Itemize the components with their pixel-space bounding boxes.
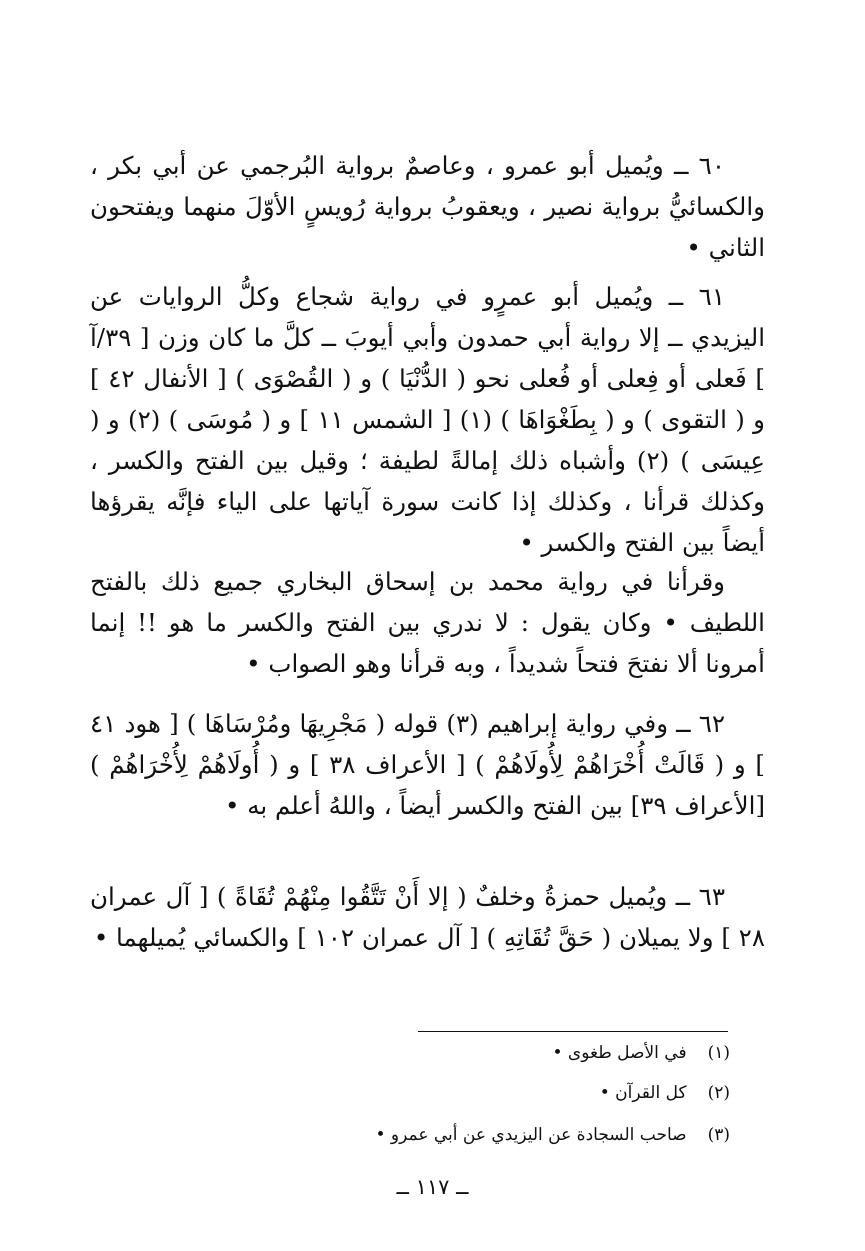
paragraph-text: ٦١ ــ ويُميل أبو عمرٍو في رواية شجاع وكلُّ الروايات عن اليزيدي ــ إلا رواية أبي حمدون وأبي أيوبَ ــ كلَّ ما كان وزن [ ٣٩/آ ] فَعلى أو فِعلى أو فُعلى نحو ( الدُّنْيَا ) و ( القُصْوَى ) [ الأنفال ٤٢ ] و ( التقوى ) و ( بِطَغْوَاهَا ) (١) [ الشمس ١١ ] و ( مُوسَى ) (٢) و ( عِيسَى ) (٢) وأشباه ذلك إمالةً لطيفة ؛ وقيل بين الفتح والكسر ، وكذلك قرأنا ، وكذلك إذا كانت سورة آياتها على الياء فإنَّه يقرؤها أيضاً بين الفتح والكسر • xyxy=(90,282,766,557)
paragraph-bukhari xyxy=(90,561,765,684)
paragraph-text: ٦٠ ــ ويُميل أبو عمرو ، وعاصمٌ برواية البُرجمي عن أبي بكر ، والكسائيُّ برواية نصير ، ويعقوبُ برواية رُويسٍ الأوّلَ منهما ويفتحون الثاني • xyxy=(90,151,765,262)
paragraph-61 xyxy=(90,276,765,563)
footnote-text: صاحب السجادة عن اليزيدي عن أبي عمرو • xyxy=(375,1125,687,1145)
paragraph-60 xyxy=(90,145,765,268)
paragraph-62 xyxy=(90,703,765,826)
paragraph-text: ٦٢ ــ وفي رواية إبراهيم (٣) قوله ( مَجْرِيهَا ومُرْسَاهَا ) [ هود ٤١ ] و ( قَالَتْ أُخْرَاهُمْ لِأُولَاهُمْ ) [ الأعراف ٣٨ ] و ( أُولَاهُمْ لِأُخْرَاهُمْ ) [الأعراف ٣٩] بين الفتح والكسر أيضاً ، واللهُ أعلم به • xyxy=(90,709,765,820)
paragraph-63 xyxy=(90,876,765,958)
paragraph-text: وقرأنا في رواية محمد بن إسحاق البخاري جميع ذلك بالفتح اللطيف • وكان يقول : لا ندري بين الفتح والكسر ما هو !! إنما أمرونا ألا نفتحَ فتحاً شديداً ، وبه قرأنا وهو الصواب • xyxy=(90,567,765,678)
paragraph-text: ٦٣ ــ ويُميل حمزةُ وخلفٌ ( إلا أَنْ تَتَّقُوا مِنْهُمْ تُقَاةً ) [ آل عمران ٢٨ ] ولا يميلان ( حَقَّ تُقَاتِهِ ) [ آل عمران ١٠٢ ] والكسائي يُميلهما • xyxy=(90,882,765,952)
footnotes xyxy=(300,1043,730,1153)
footnote-3 xyxy=(375,1125,730,1145)
page-number: ــ ١١٧ ــ xyxy=(396,1175,469,1199)
footnote-text: في الأصل طغوى • xyxy=(552,1043,687,1063)
footnote-2 xyxy=(600,1083,730,1103)
footnote-divider xyxy=(418,1031,728,1032)
footnote-number: (١) xyxy=(707,1043,730,1063)
footnote-text: كل القرآن • xyxy=(599,1083,687,1103)
footnote-1 xyxy=(553,1043,731,1063)
footnote-number: (٣) xyxy=(707,1125,730,1145)
footnote-number: (٢) xyxy=(707,1083,730,1103)
